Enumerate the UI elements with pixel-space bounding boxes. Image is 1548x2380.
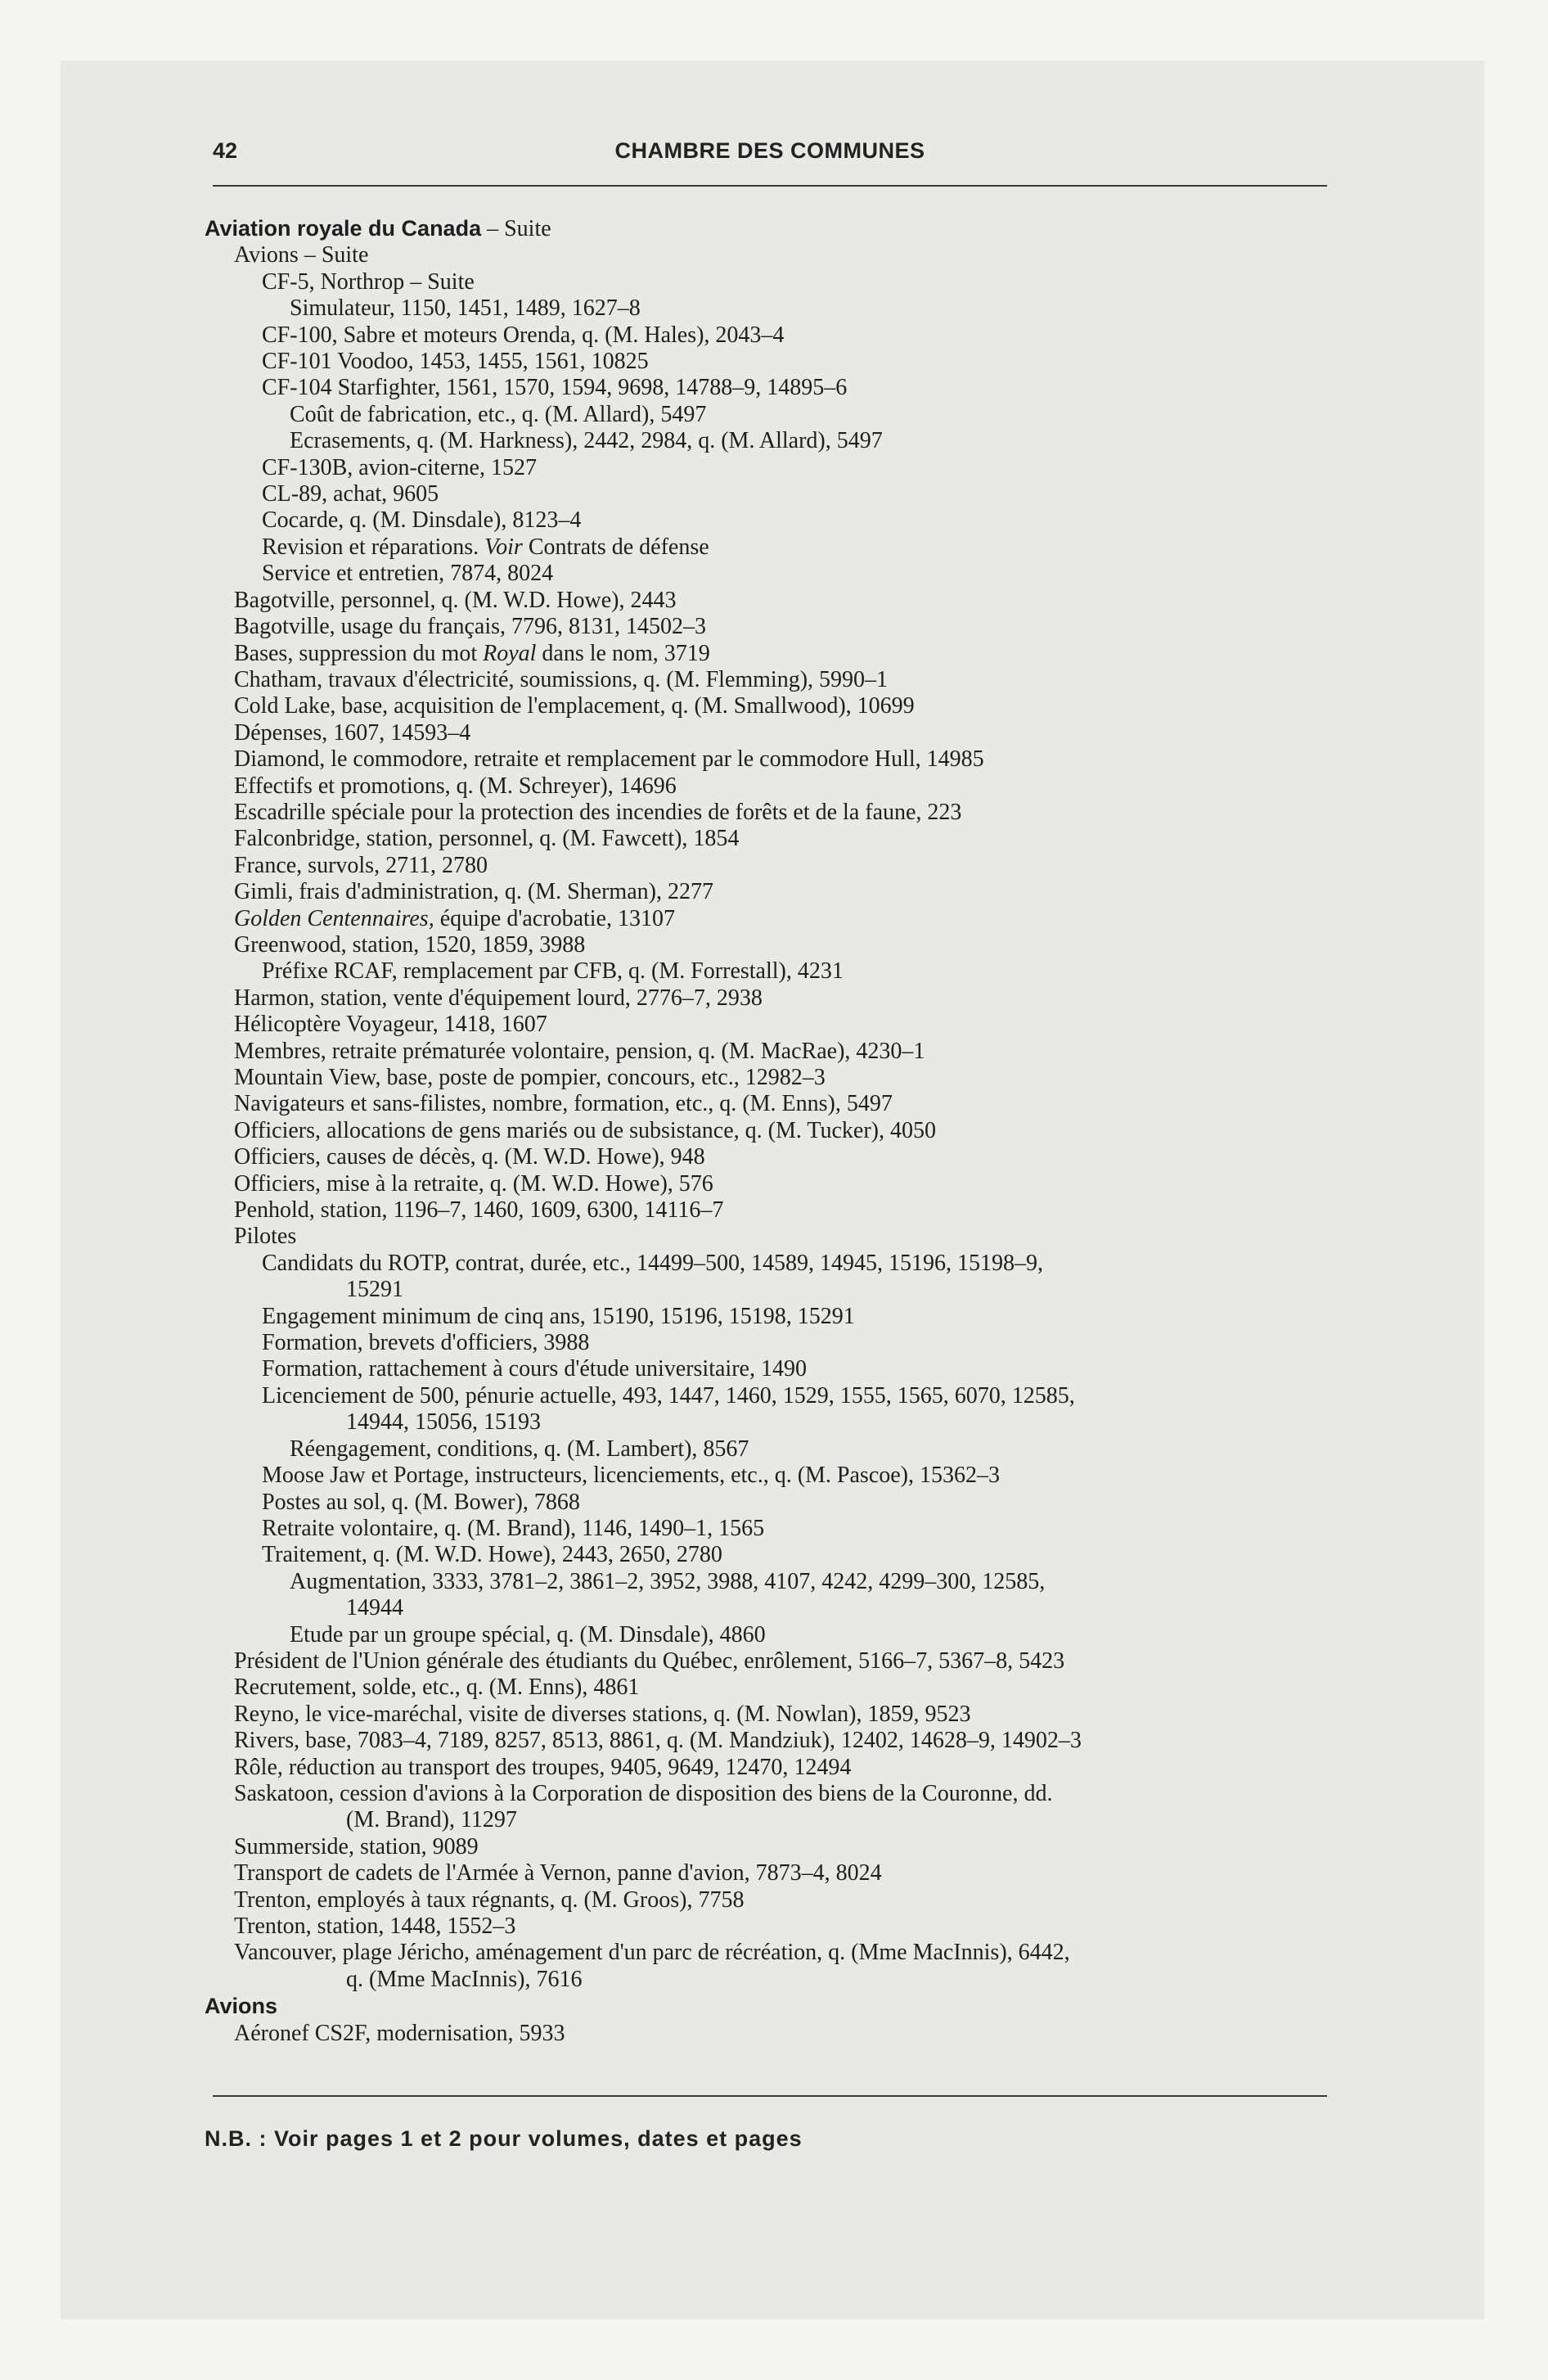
index-entry: Licenciement de 500, pénurie actuelle, 493, 1447, 1460, 1529, 1555, 1565, 6070, 12585, bbox=[262, 1382, 1075, 1409]
page-header bbox=[213, 135, 1327, 176]
index-entry: Diamond, le commodore, retraite et remplacement par le commodore Hull, 14985 bbox=[234, 746, 984, 773]
index-entry: Vancouver, plage Jéricho, aménagement d'un parc de récréation, q. (Mme MacInnis), 6442, bbox=[234, 1940, 1070, 1966]
index-entry: Cocarde, q. (M. Dinsdale), 8123–4 bbox=[262, 507, 582, 534]
index-entry: Moose Jaw et Portage, instructeurs, licenciements, etc., q. (M. Pascoe), 15362–3 bbox=[262, 1463, 1001, 1489]
index-entry: Officiers, allocations de gens mariés ou de subsistance, q. (M. Tucker), 4050 bbox=[234, 1117, 936, 1143]
index-entry: Recrutement, solde, etc., q. (M. Enns), 4861 bbox=[234, 1675, 640, 1701]
index-entry: Dépenses, 1607, 14593–4 bbox=[234, 719, 471, 746]
index-entry: Revision et réparations. Voir Contrats de défense bbox=[262, 534, 709, 560]
page-title: CHAMBRE DES COMMUNES bbox=[614, 138, 925, 163]
index-entry: Mountain View, base, poste de pompier, concours, etc., 12982–3 bbox=[234, 1065, 826, 1090]
index-entry: Hélicoptère Voyageur, 1418, 1607 bbox=[234, 1012, 547, 1038]
index-entry: CF-130B, avion-citerne, 1527 bbox=[262, 454, 537, 480]
index-entry: Simulateur, 1150, 1451, 1489, 1627–8 bbox=[290, 295, 641, 322]
index-entry: Reyno, le vice-maréchal, visite de diverses stations, q. (M. Nowlan), 1859, 9523 bbox=[234, 1701, 971, 1727]
index-entry: Escadrille spéciale pour la protection des incendies de forêts et de la faune, 223 bbox=[234, 799, 962, 825]
index-entry-continued: 14944 bbox=[346, 1595, 403, 1621]
index-entry-continued: 15291 bbox=[346, 1277, 403, 1303]
page-number: 42 bbox=[213, 138, 238, 163]
index-entry: CF-100, Sabre et moteurs Orenda, q. (M. Hales), 2043–4 bbox=[262, 322, 785, 348]
index-entry: Service et entretien, 7874, 8024 bbox=[262, 561, 554, 587]
index-entry: Gimli, frais d'administration, q. (M. Sherman), 2277 bbox=[234, 879, 713, 905]
index-entry: Etude par un groupe spécial, q. (M. Dinsdale), 4860 bbox=[290, 1621, 766, 1648]
index-entry: CF-5, Northrop – Suite bbox=[262, 268, 475, 295]
index-content bbox=[205, 215, 1342, 2047]
footnote: N.B. : Voir pages 1 et 2 pour volumes, dates et pages bbox=[205, 2126, 803, 2151]
index-entry: France, survols, 2711, 2780 bbox=[234, 852, 488, 878]
index-entry: Traitement, q. (M. W.D. Howe), 2443, 2650, 2780 bbox=[262, 1542, 722, 1568]
index-entry: Saskatoon, cession d'avions à la Corporation de disposition des biens de la Couronne, dd. bbox=[234, 1780, 1053, 1806]
index-entry: CF-101 Voodoo, 1453, 1455, 1561, 10825 bbox=[262, 349, 649, 375]
index-entry: Bases, suppression du mot Royal dans le nom, 3719 bbox=[234, 640, 710, 666]
index-entry-continued: (M. Brand), 11297 bbox=[346, 1807, 517, 1833]
index-entry: Trenton, employés à taux régnants, q. (M. Groos), 7758 bbox=[234, 1886, 745, 1913]
index-heading: Avions bbox=[205, 1994, 278, 2019]
index-entry: Retraite volontaire, q. (M. Brand), 1146, 1490–1, 1565 bbox=[262, 1515, 765, 1541]
index-entry: Réengagement, conditions, q. (M. Lambert), 8567 bbox=[290, 1436, 749, 1462]
index-entry: Rivers, base, 7083–4, 7189, 8257, 8513, 8861, q. (M. Mandziuk), 12402, 14628–9, 14902–3 bbox=[234, 1728, 1082, 1754]
index-entry: Pilotes bbox=[234, 1224, 297, 1250]
index-heading: Aviation royale du Canada – Suite bbox=[205, 216, 551, 241]
index-entry: Harmon, station, vente d'équipement lourd, 2776–7, 2938 bbox=[234, 985, 763, 1011]
index-entry: Augmentation, 3333, 3781–2, 3861–2, 3952, 3988, 4107, 4242, 4299–300, 12585, bbox=[290, 1568, 1046, 1594]
header-rule bbox=[213, 185, 1327, 187]
index-entry: Bagotville, personnel, q. (M. W.D. Howe), 2443 bbox=[234, 587, 677, 613]
index-entry: Chatham, travaux d'électricité, soumissions, q. (M. Flemming), 5990–1 bbox=[234, 666, 889, 692]
index-entry-continued: q. (Mme MacInnis), 7616 bbox=[346, 1966, 583, 1992]
index-entry-continued: 14944, 15056, 15193 bbox=[346, 1409, 541, 1436]
index-entry: Officiers, mise à la retraite, q. (M. W.D. Howe), 576 bbox=[234, 1170, 713, 1197]
index-entry: CF-104 Starfighter, 1561, 1570, 1594, 9698, 14788–9, 14895–6 bbox=[262, 375, 848, 401]
index-entry: Postes au sol, q. (M. Bower), 7868 bbox=[262, 1489, 580, 1515]
index-entry: Officiers, causes de décès, q. (M. W.D. Howe), 948 bbox=[234, 1144, 705, 1170]
index-entry: CL-89, achat, 9605 bbox=[262, 481, 439, 507]
index-entry: Engagement minimum de cinq ans, 15190, 15196, 15198, 15291 bbox=[262, 1303, 855, 1329]
index-entry: Préfixe RCAF, remplacement par CFB, q. (M. Forrestall), 4231 bbox=[262, 958, 844, 985]
index-entry: Golden Centennaires, équipe d'acrobatie, 13107 bbox=[234, 905, 675, 931]
index-entry: Candidats du ROTP, contrat, durée, etc., 14499–500, 14589, 14945, 15196, 15198–9, bbox=[262, 1250, 1044, 1276]
index-entry: Avions – Suite bbox=[234, 242, 369, 268]
index-entry: Penhold, station, 1196–7, 1460, 1609, 6300, 14116–7 bbox=[234, 1197, 724, 1224]
footer-rule bbox=[213, 2095, 1327, 2097]
index-entry: Aéronef CS2F, modernisation, 5933 bbox=[234, 2020, 565, 2046]
index-entry: Coût de fabrication, etc., q. (M. Allard), 5497 bbox=[290, 401, 707, 427]
index-entry: Transport de cadets de l'Armée à Vernon, panne d'avion, 7873–4, 8024 bbox=[234, 1860, 882, 1886]
index-entry: Rôle, réduction au transport des troupes, 9405, 9649, 12470, 12494 bbox=[234, 1754, 852, 1780]
index-entry: Ecrasements, q. (M. Harkness), 2442, 2984, q. (M. Allard), 5497 bbox=[290, 428, 883, 454]
index-entry: Falconbridge, station, personnel, q. (M. Fawcett), 1854 bbox=[234, 826, 740, 852]
index-entry: Trenton, station, 1448, 1552–3 bbox=[234, 1913, 516, 1939]
index-entry: Effectifs et promotions, q. (M. Schreyer), 14696 bbox=[234, 773, 677, 799]
index-entry: Navigateurs et sans-filistes, nombre, formation, etc., q. (M. Enns), 5497 bbox=[234, 1091, 893, 1117]
index-entry: Greenwood, station, 1520, 1859, 3988 bbox=[234, 931, 586, 958]
index-entry: Formation, brevets d'officiers, 3988 bbox=[262, 1330, 590, 1356]
index-entry: Président de l'Union générale des étudiants du Québec, enrôlement, 5166–7, 5367–8, 5423 bbox=[234, 1648, 1065, 1674]
index-entry: Cold Lake, base, acquisition de l'emplacement, q. (M. Smallwood), 10699 bbox=[234, 693, 915, 719]
index-entry: Membres, retraite prématurée volontaire, pension, q. (M. MacRae), 4230–1 bbox=[234, 1038, 925, 1064]
index-entry: Bagotville, usage du français, 7796, 8131, 14502–3 bbox=[234, 614, 707, 640]
index-entry: Formation, rattachement à cours d'étude universitaire, 1490 bbox=[262, 1356, 807, 1382]
index-entry: Summerside, station, 9089 bbox=[234, 1833, 479, 1859]
